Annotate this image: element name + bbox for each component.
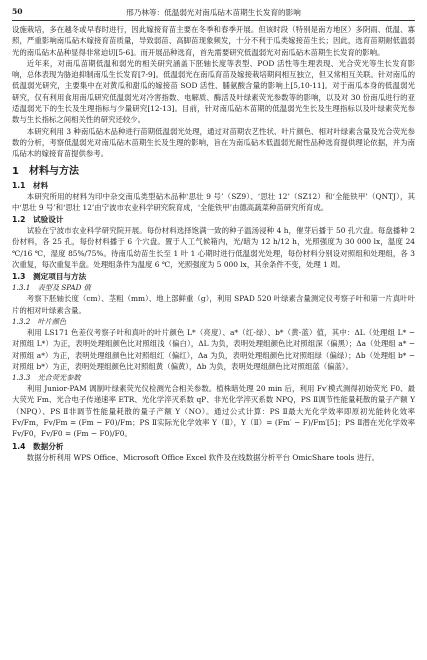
subsection-heading-materials: 1.1 材料 (12, 180, 49, 190)
page-number: 50 (12, 7, 23, 16)
design-paragraph: 试验在宁波市农业科学研究院开展。每份材料选择饱满一致的种子温汤浸种 4 h，催芽后播于 50 孔穴盘。每盘播种 2 份材料，各 25 孔，每份材料播于 6 个穴盘。置于人工气候箱内，光/暗为 12 h/12 h，光照强度为 30 000 lx，温度 24 ℃/16 ℃，湿度 85%/75%。待南瓜幼苗生长至 1 叶 1 心期时进行低温弱光处理，每份材料分别设对照组和处理组，各 3 次重复，每次重复半盘。处理组条件为温度 6 ℃，光照强度为 5 000 lx，其余条件不变，处理 1 周。 (12, 226, 415, 270)
intro-paragraph-objective: 本研究利用 3 种南瓜砧木品种进行苗期低温弱光处理，通过对苗期农艺性状、叶片颜色、相对叶绿素含量及光合荧光参数的分析，考察低温弱光对南瓜砧木苗期生长及生理的影响，旨在为南瓜砧木低温弱光耐性品种选育提供理论依据，并为南瓜砧木的嫁接育苗提供参考。 (12, 126, 415, 159)
subsubsection-heading-leaf-color: 1.3.2 叶片颜色 (12, 316, 67, 326)
subsubsection-heading-phenotype: 1.3.1 表型及 SPAD 值 (12, 283, 91, 293)
data-analysis-paragraph: 数据分析利用 WPS Office、Microsoft Office Excel 软件及在线数据分析平台 OmicShare tools 进行。 (26, 452, 379, 462)
subsection-heading-design: 1.2 试验设计 (12, 215, 64, 225)
subsection-heading-measurements: 1.3 测定项目与方法 (12, 272, 87, 282)
intro-paragraph-continued: 设施栽培，多在越冬或早春时进行，因此嫁接育苗主要在冬季和春季开展。但该时段（特别是南方地区）多阴雨、低温、寡照，严重影响南瓜砧木嫁接育苗质量，导致弱苗、高脚苗现象频发，十分不利于瓜类嫁接苗生长；因此，选育苗期耐低温弱光的南瓜砧木品种显得非常迫切[5-6]。而开展品种选育，首先需要研究低温弱光对南瓜砧木苗期生长发育的影响。 (12, 25, 415, 57)
section-heading-materials-methods: 1 材料与方法 (12, 165, 79, 177)
leaf-color-paragraph: 利用 LS171 色差仪考察子叶和真叶的叶片颜色 L*（亮度）、a*（红-绿）、b*（黄-蓝）值，其中：ΔL（处理组 L* − 对照组 L*）为正，表明处理组颜色比对照组浅（偏白），ΔL 为负，表明处理组颜色比对照组深（偏黑）；Δa（处理组 a* − 对照组 a*）为正，表明处理组颜色比对照组红（偏红），Δa 为负，表明处理组颜色比对照组绿（偏绿）；Δb（处理组 b* − 对照组 b*）为正，表明处理组颜色比对照组黄（偏黄），Δb 为负，表明处理组颜色比对照组蓝（偏蓝）。 (12, 327, 415, 371)
phenotype-paragraph: 考察下胚轴长度（cm）、茎粗（mm）、地上部鲜重（g），利用 SPAD 520 叶绿素含量测定仪考察子叶和第一片真叶叶片的相对叶绿素含量。 (12, 294, 415, 315)
subsubsection-heading-fluorescence: 1.3.3 光合荧光参数 (12, 373, 81, 383)
running-header (12, 6, 415, 21)
subsection-heading-data-analysis: 1.4 数据分析 (12, 441, 64, 451)
fluorescence-paragraph: 利用 Junior-PAM 调制叶绿素荧光仪检测光合相关参数。植株暗处理 20 min 后，利用 Fv′模式测得初始荧光 F0、最大荧光 Fm、光合电子传递速率 ETR、光化学淬灭系数 qP、非光化学淬灭系数 NPQ，PS Ⅱ调节性能量耗散的量子产额 Y（NPQ）、PS Ⅱ非调节性能量耗散的量子产额 Y（NO）。通过公式计算：PS Ⅱ最大光化学效率即原初光能转化效率 Fv/Fm，Fv/Fm = (Fm − F0)/Fm；PS Ⅱ实际光化学效率 Y（Ⅱ），Y（Ⅱ）= (Fm′ − F)/Fm′[5]；PS Ⅱ潜在光化学效率 Fv/F0，Fv/F0 = (Fm − F0)/F0。 (12, 384, 415, 439)
running-title: 邢乃林等：低温弱光对南瓜砧木苗期生长发育的影响 (126, 8, 301, 17)
intro-paragraph-research-status: 近年来，对南瓜苗期低温和弱光的相关研究涵盖下胚轴长度等表型、POD 活性等生理表现、光合荧光等生长发育影响，总体表现为胁迫抑制南瓜生长发育[7-9]。低温弱光在南瓜育苗及嫁接栽培期间相互独立，但又常相互关联。针对南瓜的低温弱光研究，主要集中在对黄瓜和甜瓜的嫁接苗 SOD 活性、脯氨酸含量的影响上[5,10-11]。对于南瓜本身的低温弱光研究，仅有利用食用南瓜研究低温弱光对冷害指数、电解质、酶活及叶绿素荧光参数等的影响，以及对 30 份南瓜进行的亚适温弱光下的生长及生理指标与少量研究[12-13]。目前，针对南瓜砧木苗期的低温弱光生长及生理指标以及叶绿素荧光参数与生长指标之间相关性的研究还较少。 (12, 58, 415, 125)
materials-paragraph: 本研究所用的材料为印中杂交南瓜类型砧木品种‘思壮 9 号’（SZ9）、‘思壮 12’（SZ12）和‘全能铁甲’（QNTJ），其中‘思壮 9 号’和‘思壮 12’由宁波市农业科学研究院育成，‘全能铁甲’由德高蔬菜种苗研究所育成。 (12, 191, 415, 212)
article-body (12, 24, 415, 463)
